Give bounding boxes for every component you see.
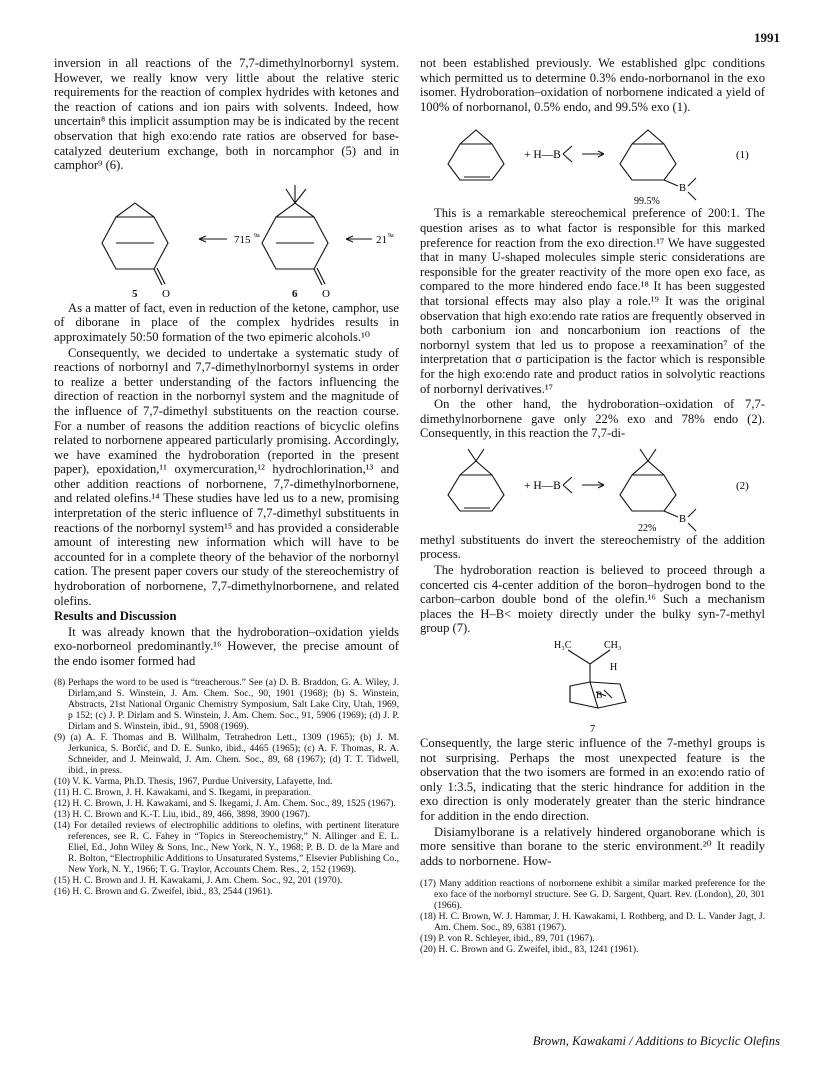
rate-ratio-715-ref: 9a [254,232,260,239]
boron-label: B [596,691,603,702]
methyl-label-right: CH₃ [604,640,622,652]
norcamphor-oxygen: O [162,287,170,300]
left-paragraph-3: Consequently, we decided to undertake a systematic study of reactions of norbornyl and 7,7-dimethylnorbornyl systems in order to realize a better understanding of the factors influencing the direction of reaction in the norbornyl system and the magnitude of the influence of 7,7-dimethyl substituents on the reaction course. For a number of reasons the addition reactions of bicyclic olefins related to norbornene appeared particularly promising. Accordingly, we have examined the hydroboration (reported in the present paper), epoxidation,¹¹ oxymercuration,¹² hydrochlorination,¹³ and other addition reactions of norbornene, 7,7-dimethylnorbornene, and related olefins.¹⁴ These studies have led us to a new, promising interpretation of the steric influence of 7,7-dimethyl substituents in reactions of the norbornyl system¹⁵ and has provided a considerable amount of interesting new information which will have to be accounted for in a complete theory of the behavior of the norbornyl cation. The present paper covers our study of the stereochemistry of hydroboration of norbornene, 7,7-dimethylnorbornene, and related olefins. [54,345,399,608]
equation-1 [420,114,765,206]
footnote: (20) H. C. Brown and G. Zweifel, ibid., 83, 1241 (1961). [420,944,639,956]
rate-ratio-715: 715 [234,233,251,246]
product-boron: B [679,183,687,195]
footnote: (13) H. C. Brown and K.-T. Liu, ibid., 89, 466, 3898, 3900 (1967). [54,808,310,820]
equation-2-number: (2) [736,479,749,492]
right-paragraph-1: not been established previously. We established glpc conditions which permitted us to determine 0.3% endo-norbornanol in the exo isomer. Hydroboration–oxidation of norbornene indicated a yield of 100% of norbornanol, 0.5% endo, and 99.5% exo (1). [420,56,765,114]
right-footnotes [420,878,765,955]
figure-5-6-structures [54,173,399,301]
equation-1-yield: 99.5% [634,196,660,207]
product-boron-2: B [679,513,687,525]
compound-6-label: 6 [292,287,298,300]
compound-7-label: 7 [590,724,596,736]
right-paragraph-4: methyl substituents do invert the stereochemistry of the addition process. [420,532,765,562]
left-footnotes [54,677,399,897]
rate-ratio-21: 21 [376,233,387,246]
equation-2-yield: 22% [638,522,657,533]
section-heading: Results and Discussion [54,609,177,624]
compound-5-label: 5 [132,287,138,300]
figure-5-6 [54,173,399,301]
equation-2 [420,441,765,533]
left-paragraph-2: As a matter of fact, even in reduction of the ketone, camphor, use of diborane in place of the complex hydrides results in approximately 50:50 formation of the two epimeric alcohols.¹⁰ [54,300,399,344]
page-number: 1991 [754,30,780,45]
rate-ratio-21-ref: 9a [388,232,394,239]
figure-7 [420,636,765,736]
right-paragraph-6: Consequently, the large steric influence of the 7-methyl groups is not surprising. Perhaps the most unexpected feature is the observation that the two isomers are formed in an exo:endo ratio of only 1:3.5, indicating that the steric hindrance for addition in the exo direction is only moderately greater than the steric hindrance for addition in the endo direction. [420,736,765,823]
equation-1-number: (1) [736,149,749,162]
camphor-oxygen: O [322,287,330,300]
footnote: (18) H. C. Brown, W. J. Hammar, J. H. Kawakami, I. Rothberg, and D. L. Vander Jagt, J. Am. Chem. Soc., 89, 6381 (1967). [420,911,765,934]
methyl-label-left: H₃C [554,640,572,652]
right-column [420,56,765,955]
footnote: (9) (a) A. F. Thomas and B. Willhalm, Tetrahedron Lett., 1309 (1965); (b) J. M. Jerkunica, S. Borčić, and D. E. Sunko, ibid., 4465 (1965); (c) A. F. Thomas, R. A. Schneider, and J. Meinwald, J. Am. Chem. Soc., 89, 68 (1967); (d) T. T. Tidwell, ibid., in press. [54,731,399,776]
footnote: (11) H. C. Brown, J. H. Kawakami, and S. Ikegami, in preparation. [54,786,312,798]
right-paragraph-3: On the other hand, the hydroboration–oxidation of 7,7-dimethylnorbornene gave only 22% exo and 78% endo (2). Consequently, in this reaction the 7,7-di- [420,397,765,441]
figure-7-structure [420,636,765,736]
borane-reagent: + H—B [524,149,561,162]
right-paragraph-7: Disiamylborane is a relatively hindered organoborane which is more sensitive than borane to the steric environment.²⁰ It readily adds to norbornene. How- [420,824,765,868]
footnote: (17) Many addition reactions of norbornene exhibit a similar marked preference for the exo face of the norbornyl structure. See G. D. Sargent, Quart. Rev. (London), 20, 301 (1966). [420,878,765,912]
equation-1-structures [420,114,765,206]
equation-2-structures [420,441,765,533]
running-footer: Brown, Kawakami / Additions to Bicyclic Olefins [532,1034,780,1048]
right-paragraph-5: The hydroboration reaction is believed to proceed through a concerted cis 4-center addition of the boron–hydrogen bond to the carbon–carbon double bond of the olefin.¹⁶ Such a mechanism places the H–B< moiety directly under the bulky syn-7-methyl group (7). [420,563,765,636]
right-paragraph-2: This is a remarkable stereochemical preference of 200:1. The question arises as to what factor is responsible for this marked preference for reaction from the exo direction.¹⁷ We have suggested that in many U-shaped molecules simple steric considerations are responsible for the greater reactivity of the more open exo face, as compared to the more hindered endo face.¹⁸ It has been suggested that torsional effects may also play a role.¹⁹ It was the original observation that high exo:endo rate ratios are frequently observed in both carbonium ion and noncarbonium ion reactions of the norbornyl system that led us to propose a reexamination⁷ of the interpretation that σ participation is the factor which is responsible for the high exo:endo rate and product ratios in solvolytic reactions of norbornyl derivatives.¹⁷ [420,206,765,396]
footnote: (16) H. C. Brown and G. Zweifel, ibid., 83, 2544 (1961). [54,885,273,897]
footnote: (14) For detailed reviews of electrophilic additions to olefins, with pertinent literature references, see R. C. Fahey in “Topics in Stereochemistry,” N. Allinger and E. L. Eliel, Ed., John Wiley & Sons, Inc., New York, N. Y., 1968; P. B. D. de la Mare and R. Bolton, “Electrophilic Additions to Unsaturated Systems,” Elsevier Publishing Co., New York, N. Y., 1966; T. G. Traylor, Accounts Chem. Res., 2, 152 (1969). [54,819,399,875]
footnote: (12) H. C. Brown, J. H. Kawakami, and S. Ikegami, J. Am. Chem. Soc., 89, 1525 (1967). [54,797,396,809]
footnote: (8) Perhaps the word to be used is “treacherous.” See (a) D. B. Braddon, G. A. Wiley, J. Dirlam,and S. Winstein, J. Am. Chem. Soc., 90, 1901 (1968); (b) S. Winstein, Abstracts, 21st National Organic Chemistry Symposium, Salt Lake City, Utah, 1969, p 152; (c) J. P. Dirlam and S. Winstein, J. Am. Chem. Soc., 91, 5906 (1969); (d) J. P. Dirlam and S. Winstein, ibid., 91, 5908 (1969). [54,676,399,732]
footnote: (15) H. C. Brown and J. H. Kawakami, J. Am. Chem. Soc., 92, 201 (1970). [54,874,343,886]
left-paragraph-1: inversion in all reactions of the 7,7-dimethylnorbornyl system. However, we really know very little about the relative steric requirements for the reaction of complex hydrides with ketones and the reaction of cations and ion pairs with solvents. Indeed, how uncertain⁸ this implicit assumption may be is indicated by the recent observation that high exo:endo rate ratios are observed for base-catalyzed deuterium exchange, both in norcamphor (5) and in camphor⁹ (6). [54,56,399,173]
left-paragraph-4: It was already known that the hydroboration–oxidation yields exo-norborneol predominantly.¹⁶ However, the precise amount of the endo isomer formed had [54,624,399,668]
footnote: (10) V. K. Varma, Ph.D. Thesis, 1967, Purdue University, Lafayette, Ind. [54,775,333,787]
footnote: (19) P. von R. Schleyer, ibid., 89, 701 (1967). [420,933,595,945]
borane-reagent-2: + H—B [524,479,561,492]
left-column [54,56,399,897]
hydrogen-label: H [610,662,618,674]
